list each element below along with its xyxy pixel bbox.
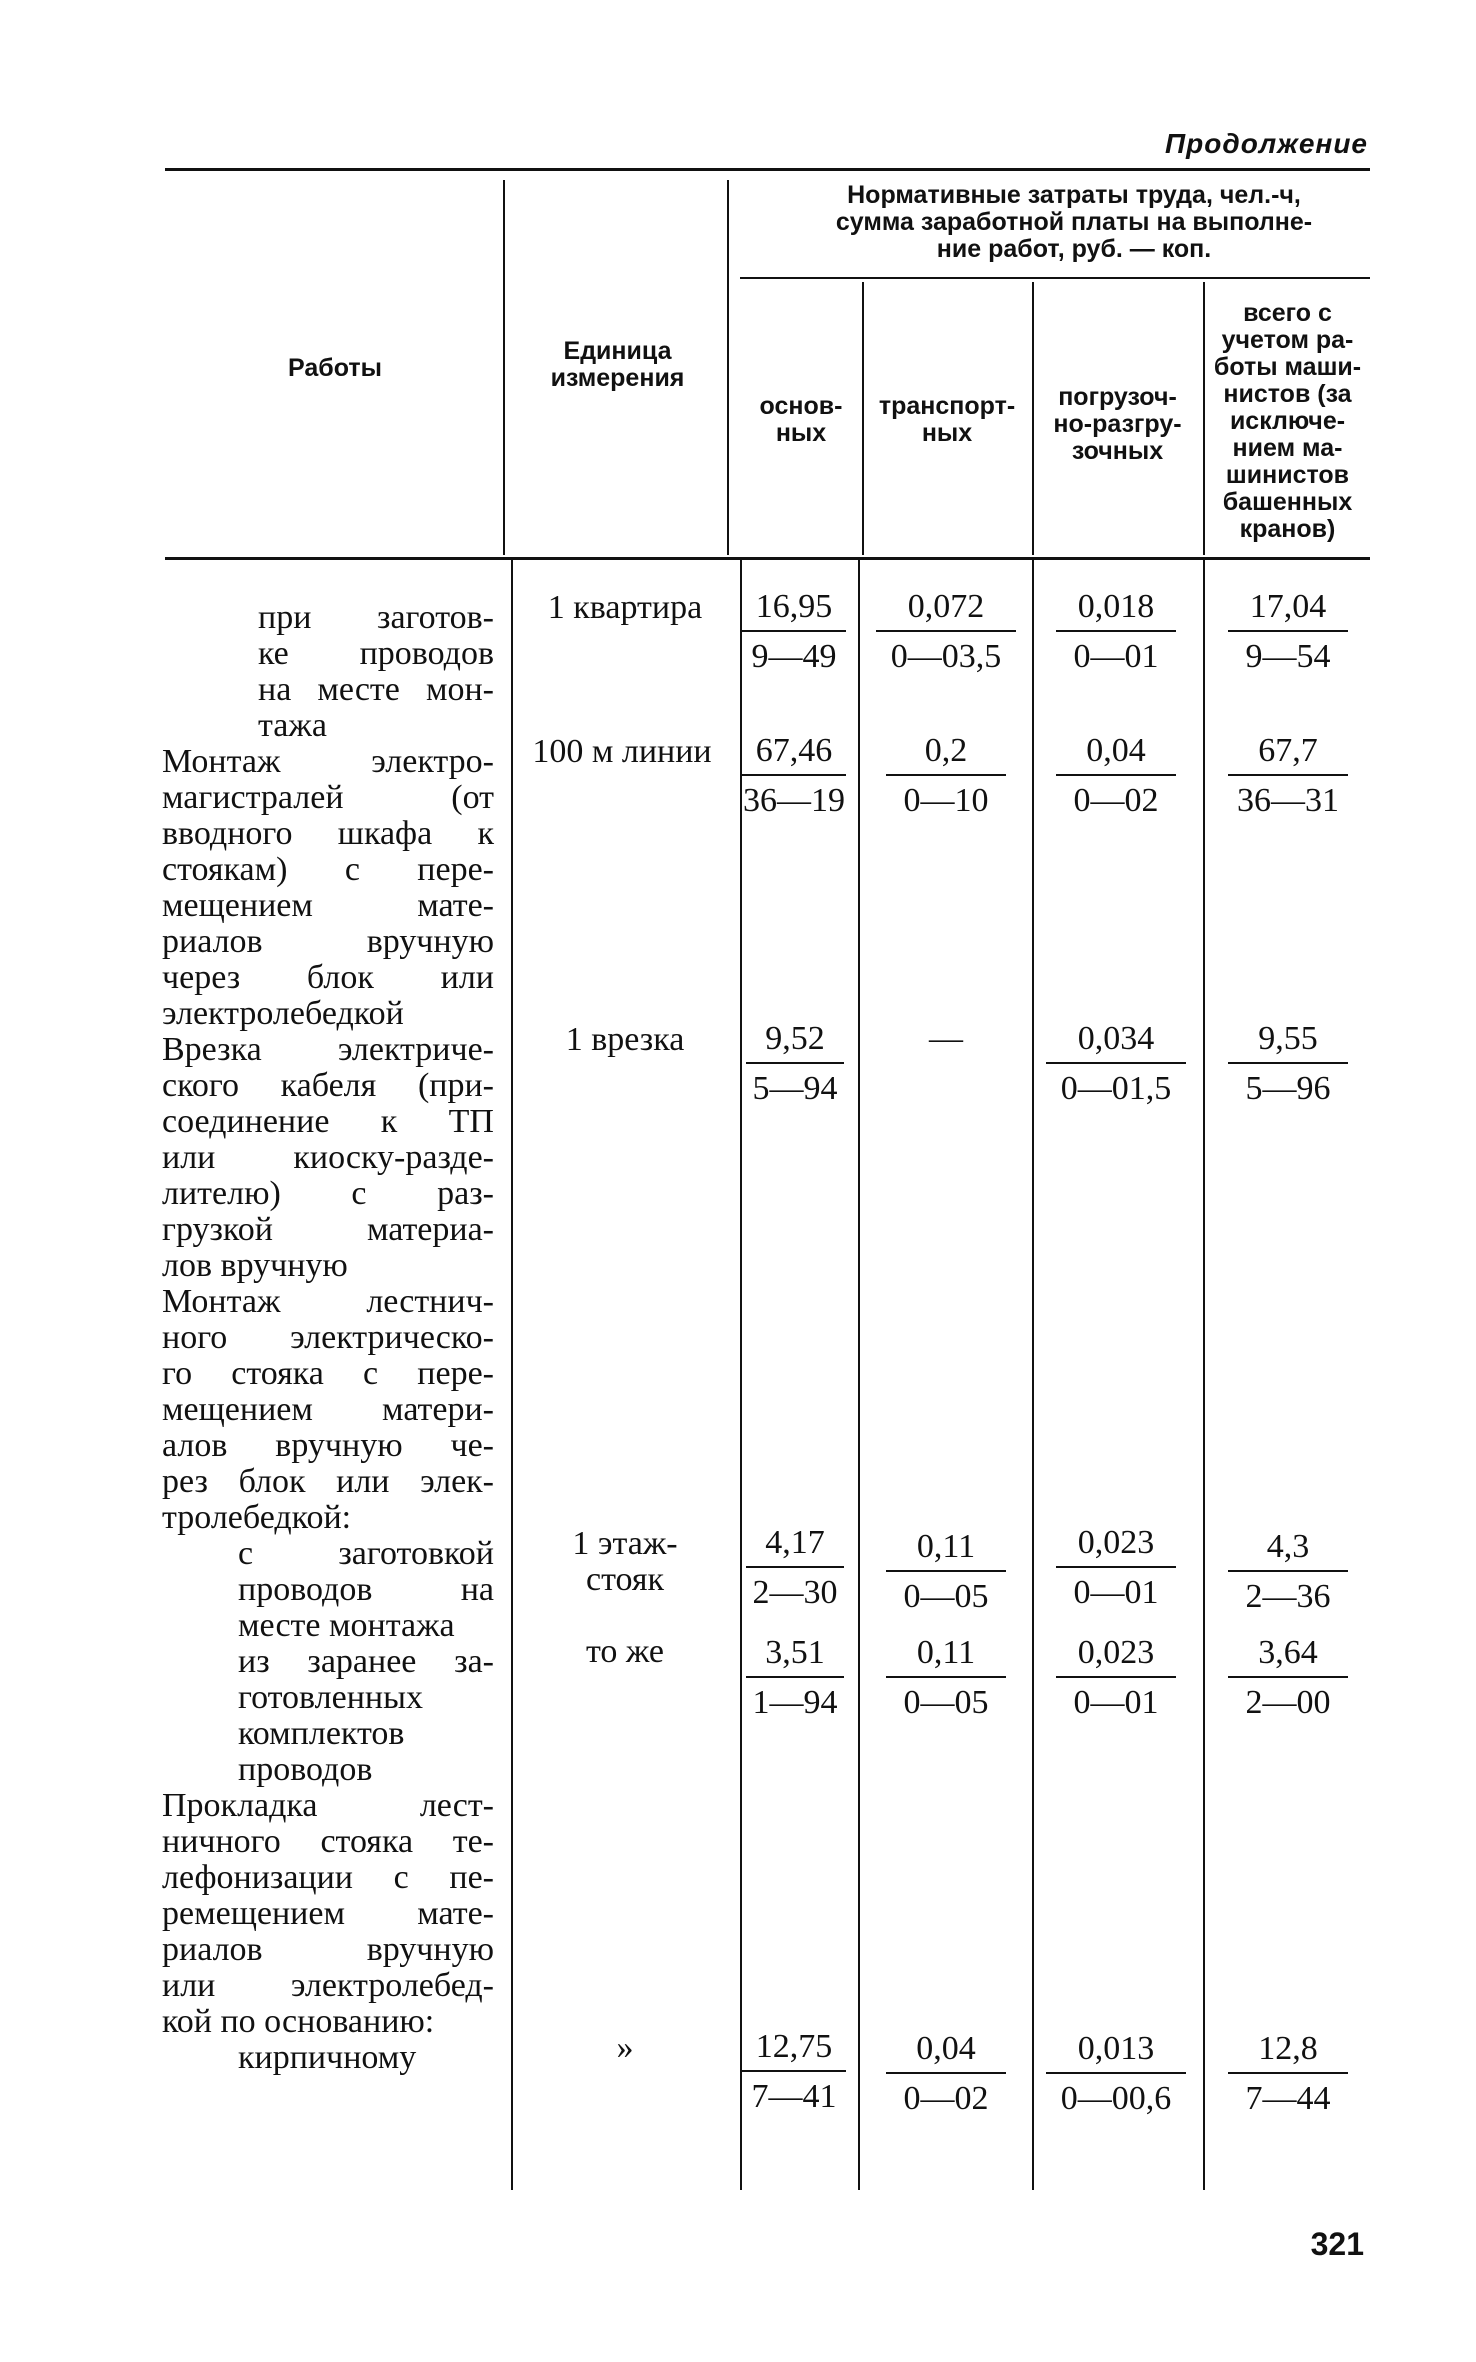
work-r8: кирпичному xyxy=(238,2039,417,2076)
unit-r5: 1 этаж- стояк xyxy=(572,1525,678,1598)
work-r3: Врезка электриче- ского кабеля (при- соединение к ТП или киоску-разде- лителю) с раз- грузкой материа- лов вручную xyxy=(162,1031,494,1284)
value-r2-total: 67,7 36—31 xyxy=(1228,732,1348,820)
page-number: 321 xyxy=(1310,2226,1364,2262)
value-r2-loading: 0,04 0—02 xyxy=(1056,732,1176,820)
value-r1-transport: 0,072 0—03,5 xyxy=(876,588,1016,676)
continuation-label: Продолжение xyxy=(1165,128,1368,159)
value-r8-loading: 0,013 0—00,6 xyxy=(1046,2030,1186,2118)
value-r8-main: 12,75 7—41 xyxy=(742,2028,846,2116)
value-r6-transport: 0,11 0—05 xyxy=(886,1634,1006,1722)
unit-r3: 1 врезка xyxy=(565,1021,685,1058)
value-r3-main: 9,52 5—94 xyxy=(746,1020,844,1108)
col-divider-2 xyxy=(727,180,729,555)
value-r5-loading: 0,023 0—01 xyxy=(1056,1524,1176,1612)
header-total: всего с учетом ра- боты маши- нистов (за исключе- нием ма- шинистов башенных кранов) xyxy=(1213,299,1362,543)
unit-r1: 1 квартира xyxy=(547,589,703,626)
header-main: основ- ных xyxy=(759,392,843,447)
value-r1-loading: 0,018 0—01 xyxy=(1056,588,1176,676)
table-top-rule xyxy=(165,168,1370,171)
header-works: Работы xyxy=(288,354,382,382)
work-r6: из заранее за- готовленных комплектов проводов xyxy=(238,1643,494,1788)
header-bottom-rule xyxy=(165,557,1370,560)
unit-r2: 100 м линии xyxy=(532,733,712,770)
value-r6-main: 3,51 1—94 xyxy=(746,1634,844,1722)
value-r2-transport: 0,2 0—10 xyxy=(886,732,1006,820)
col-divider-3-body xyxy=(858,560,860,2190)
value-r3-transport: — xyxy=(929,1020,963,1057)
norm-subheader-rule xyxy=(740,277,1370,279)
unit-r6: то же xyxy=(585,1633,665,1670)
value-r5-total: 4,3 2—36 xyxy=(1228,1528,1348,1616)
value-r5-transport: 0,11 0—05 xyxy=(886,1528,1006,1616)
header-transport: транспорт- ных xyxy=(878,392,1016,447)
value-r2-main: 67,46 36—19 xyxy=(743,732,845,819)
header-loading: погрузоч- но-разгру- зочных xyxy=(1053,383,1182,465)
work-r7: Прокладка лест- ничного стояка те- лефонизации с пе- ремещением мате- риалов вручную или электролебед- кой по основанию: xyxy=(162,1787,494,2040)
work-r1: при заготов- ке проводов на месте мон- тажа xyxy=(258,599,494,744)
unit-r8: » xyxy=(616,2029,634,2066)
value-r3-loading: 0,034 0—01,5 xyxy=(1046,1020,1186,1108)
header-norm: Нормативные затраты труда, чел.-ч, сумма заработной платы на выполне- ние работ, руб. — коп. xyxy=(835,181,1313,263)
value-r8-total: 12,8 7—44 xyxy=(1228,2030,1348,2118)
value-r1-total: 17,04 9—54 xyxy=(1228,588,1348,676)
value-r1-main: 16,95 9—49 xyxy=(742,588,846,676)
col-divider-5-body xyxy=(1203,560,1205,2190)
value-r5-main: 4,17 2—30 xyxy=(746,1524,844,1612)
value-r3-total: 9,55 5—96 xyxy=(1228,1020,1348,1108)
value-r6-loading: 0,023 0—01 xyxy=(1056,1634,1176,1722)
work-r2: Монтаж электро- магистралей (от вводного шкафа к стоякам) с пере- мещением мате- риалов вручную через блок или электролебедкой xyxy=(162,743,494,1032)
col-divider-4-body xyxy=(1032,560,1034,2190)
work-r4: Монтаж лестнич- ного электрическо- го стояка с пере- мещением матери- алов вручную че- рез блок или элек- тролебедкой: xyxy=(162,1283,494,1536)
work-r5: с заготовкой проводов на месте монтажа xyxy=(238,1535,494,1644)
header-unit: Единица измерения xyxy=(550,337,685,392)
col-divider-1-body xyxy=(511,560,513,2190)
value-r6-total: 3,64 2—00 xyxy=(1228,1634,1348,1722)
col-divider-1 xyxy=(503,180,505,555)
value-r8-transport: 0,04 0—02 xyxy=(886,2030,1006,2118)
